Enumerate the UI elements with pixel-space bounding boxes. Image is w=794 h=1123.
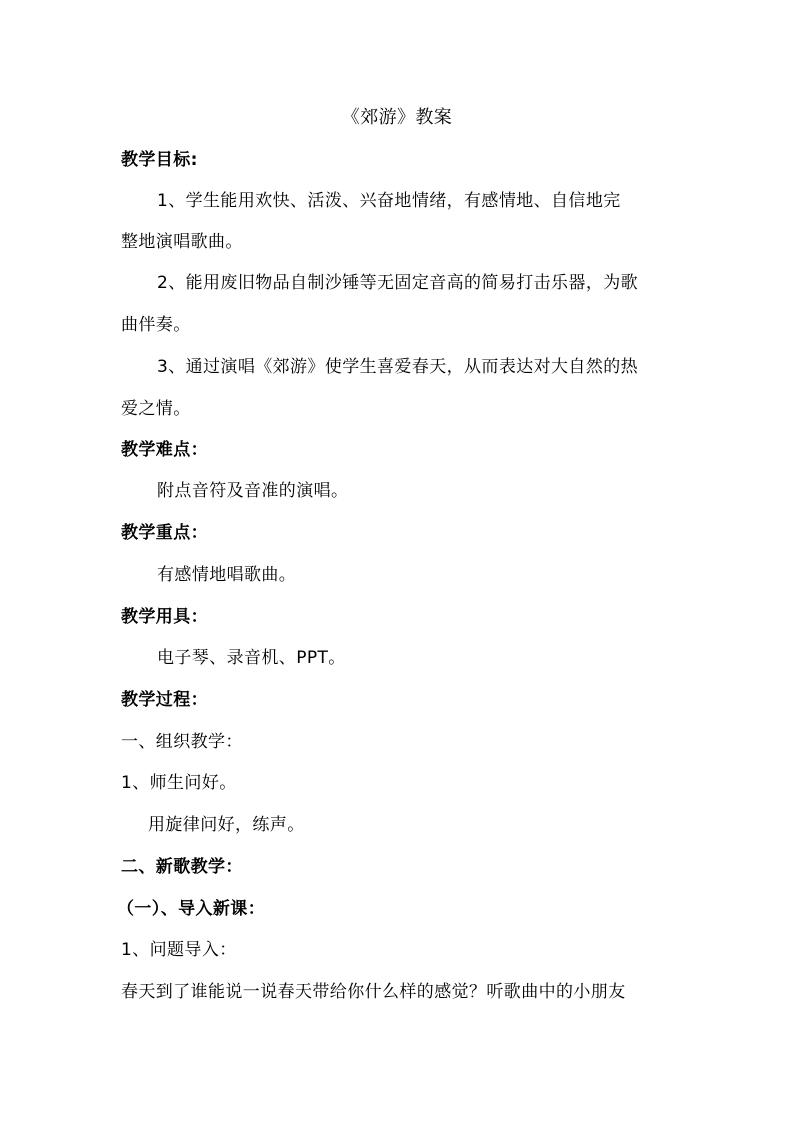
objective-2-line-2: 曲伴奏。 (121, 315, 191, 335)
keypoint-text: 有感情地唱歌曲。 (157, 565, 297, 585)
document-title: 《郊游》教案 (341, 107, 453, 128)
section-2-heading: 二、新歌教学： (121, 857, 243, 877)
tools-text: 电子琴、录音机、PPT。 (157, 648, 346, 668)
objectives-heading: 教学目标: (121, 150, 198, 170)
section-1-item-1: 1、师生问好。 (121, 773, 237, 793)
section-1-heading: 一、组织教学： (121, 732, 243, 752)
difficulty-text: 附点音符及音准的演唱。 (157, 481, 349, 501)
difficulty-heading: 教学难点： (121, 440, 208, 460)
section-1-item-1-detail: 用旋律问好，练声。 (148, 815, 305, 835)
tools-heading: 教学用具： (121, 607, 208, 627)
section-2-sub-1-heading: （一）、导入新课： (117, 899, 266, 919)
objective-2-line-1: 2、能用废旧物品自制沙锤等无固定音高的简易打击乐器，为歌 (157, 273, 639, 293)
objective-1-line-2: 整地演唱歌曲。 (121, 232, 243, 252)
objective-3-line-2: 爱之情。 (121, 399, 191, 419)
objective-3-line-1: 3、通过演唱《郊游》使学生喜爱春天，从而表达对大自然的热 (157, 357, 639, 377)
section-2-sub-1-item-1-text: 春天到了谁能说一说春天带给你什么样的感觉？听歌曲中的小朋友 (121, 982, 626, 1002)
section-2-sub-1-item-1: 1、问题导入： (121, 940, 237, 960)
process-heading: 教学过程： (121, 690, 208, 710)
objective-1-line-1: 1、学生能用欢快、活泼、兴奋地情绪，有感情地、自信地完 (157, 191, 621, 211)
keypoint-heading: 教学重点： (121, 523, 208, 543)
